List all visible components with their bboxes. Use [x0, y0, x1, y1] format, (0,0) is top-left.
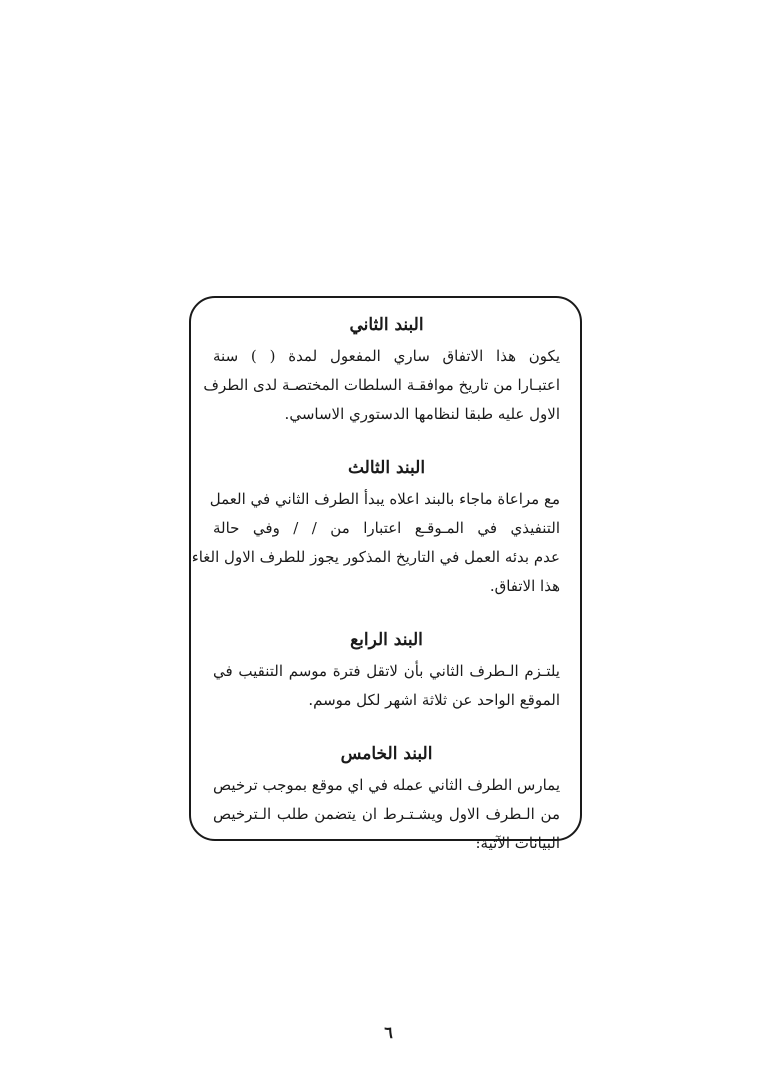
- text-line: اعتبـارا من تاريخ موافقـة السلطات المختصـة لدى الطرف: [203, 376, 560, 394]
- section-4: [213, 627, 560, 715]
- text-line: الموقع الواحد عن ثلاثة اشهر لكل موسم.: [308, 691, 560, 709]
- text-line: من الـطرف الاول ويشـتـرط ان يتضمن طلب الـترخيص: [213, 805, 560, 823]
- text-line: يمارس الطرف الثاني عمله في اي موقع بموجب ترخيص: [213, 776, 560, 794]
- text-line: مع مراعاة ماجاء بالبند اعلاه يبدأ الطرف الثاني في العمل: [209, 490, 560, 508]
- section-2: [203, 312, 560, 429]
- section-5: [213, 741, 560, 858]
- page-number: ٦: [384, 1023, 393, 1042]
- section-3: [191, 455, 560, 601]
- text-line: البيانات الآتية:: [475, 834, 560, 852]
- section-title: البند الخامس: [340, 744, 433, 764]
- text-line: هذا الاتفاق.: [489, 577, 560, 595]
- text-line: عدم بدئه العمل في التاريخ المذكور يجوز للطرف الاول الغاء: [191, 548, 560, 566]
- text-line: يلتـزم الـطرف الثاني بأن لاتقل فترة موسم التنقيب في: [213, 662, 560, 680]
- text-line: الاول عليه طبقا لنظامها الدستوري الاساسي.: [284, 405, 560, 423]
- text-line: التنفيذي في المـوقـع اعتبارا من / / وفي حالة: [213, 519, 560, 537]
- text-line: يكون هذا الاتفاق ساري المفعول لمدة ( ) سنة: [213, 347, 560, 365]
- document-frame: [189, 296, 582, 852]
- section-title: البند الثاني: [349, 315, 424, 335]
- section-title: البند الرابع: [350, 630, 423, 650]
- section-title: البند الثالث: [347, 458, 426, 478]
